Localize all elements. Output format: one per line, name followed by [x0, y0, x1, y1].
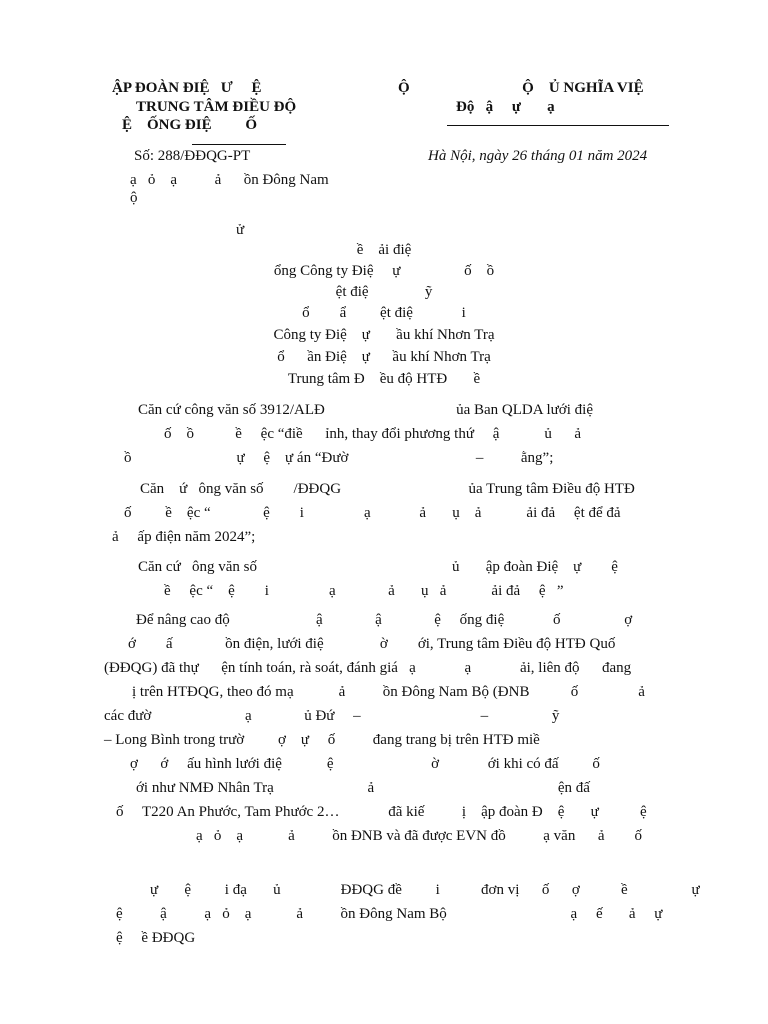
- recipient-item: Công ty Điệ ự ầu khí Nhơn Trạ: [273, 327, 495, 343]
- paragraph-line: ồ ự ệ ự án “Đườ – ằng”;: [124, 450, 554, 466]
- paragraph-line: ớ ấ ồn điện, lưới điệ ờ ới, Trung tâm Điều độ HTĐ Quố: [128, 636, 616, 652]
- paragraph-line: ố T220 An Phước, Tam Phước 2… đã kiế ị ập đoàn Đ ệ ự ệ: [116, 804, 647, 820]
- subject-line1: ạ ỏ ạ ả ồn Đông Nam: [130, 172, 329, 188]
- agency-line1: ẬP ĐOÀN ĐIỆ Ư Ệ: [112, 80, 262, 96]
- paragraph-line: ả ấp điện năm 2024”;: [112, 529, 256, 545]
- national-motto: Độ ậ ự ạ: [456, 99, 555, 115]
- paragraph-line: ệ ậ ạ ỏ ạ ả ồn Đông Nam Bộ ạ ế ả ự: [116, 906, 663, 922]
- paragraph-line: ố ề ệc “ ệ i ạ ả ụ ả ải đả ệt để đả: [124, 505, 621, 521]
- document-number: Số: 288/ĐĐQG-PT: [134, 148, 251, 164]
- paragraph-line: ới như NMĐ Nhân Trạ ả ện đấ: [136, 780, 590, 796]
- document-date: Hà Nội, ngày 26 tháng 01 năm 2024: [428, 148, 648, 164]
- paragraph-line: ệ ề ĐĐQG: [116, 930, 196, 946]
- paragraph-line: ị trên HTĐQG, theo đó mạ ả ồn Đông Nam Bộ (ĐNB ố ả: [132, 684, 645, 700]
- paragraph-line: ề ệc “ ệ i ạ ả ụ ả ải đả ệ ”: [164, 583, 564, 599]
- motto-underline: [447, 125, 669, 126]
- paragraph-line: Để nâng cao độ ậ ậ ệ ống điệ ố ợ: [136, 612, 633, 628]
- paragraph-line: Căn cứ ông văn số ủ ập đoàn Điệ ự ệ: [138, 559, 618, 575]
- agency-line3: Ệ ỐNG ĐIỆ Ố: [122, 117, 258, 133]
- paragraph-line: ố ồ ề ệc “điề ỉnh, thay đổi phương thứ ậ ủ ả: [164, 426, 582, 442]
- paragraph-line: ạ ỏ ạ ả ồn ĐNB và đã được EVN đồ ạ văn ả ố: [196, 828, 642, 844]
- agency-underline: [192, 144, 286, 145]
- paragraph-line: ự ệ i đạ ủ ĐĐQG đề i đơn vị ố ợ ề ự: [150, 882, 700, 898]
- national-title: Ộ Ộ Ủ NGHĨA VIỆ: [398, 80, 644, 96]
- recipient-item: ệt điệ ỹ: [335, 284, 433, 300]
- recipient-item: Trung tâm Đ ều độ HTĐ ề: [287, 371, 481, 387]
- recipient-item: ổ ần Điệ ự ầu khí Nhơn Trạ: [277, 349, 491, 365]
- recipient-item: ổ ẩ ệt điệ i: [302, 305, 466, 321]
- paragraph-line: – Long Bình trong trườ ợ ự ố đang trang bị trên HTĐ miề: [104, 732, 540, 748]
- paragraph-line: Căn ứ ông văn số /ĐĐQG ủa Trung tâm Điều độ HTĐ: [140, 481, 635, 497]
- paragraph-line: Căn cứ công văn số 3912/ALĐ ủa Ban QLDA lưới điệ: [138, 402, 593, 418]
- subject-line2: ộ: [130, 190, 138, 206]
- paragraph-line: (ĐĐQG) đã thự ện tính toán, rà soát, đánh giá ạ ạ ải, liên độ đang: [104, 660, 632, 676]
- recipients-lead: ử: [236, 222, 245, 238]
- recipient-item: ổng Công ty Điệ ự ố ồ: [273, 263, 495, 279]
- paragraph-line: ợ ớ ấu hình lưới điệ ệ ờ ới khi có đấ ố: [130, 756, 600, 772]
- paragraph-line: các đườ ạ ủ Đứ – – ỹ: [104, 708, 560, 724]
- agency-line2: TRUNG TÂM ĐIỀU ĐỘ: [136, 99, 297, 115]
- recipient-item: ề ải điệ: [356, 242, 412, 258]
